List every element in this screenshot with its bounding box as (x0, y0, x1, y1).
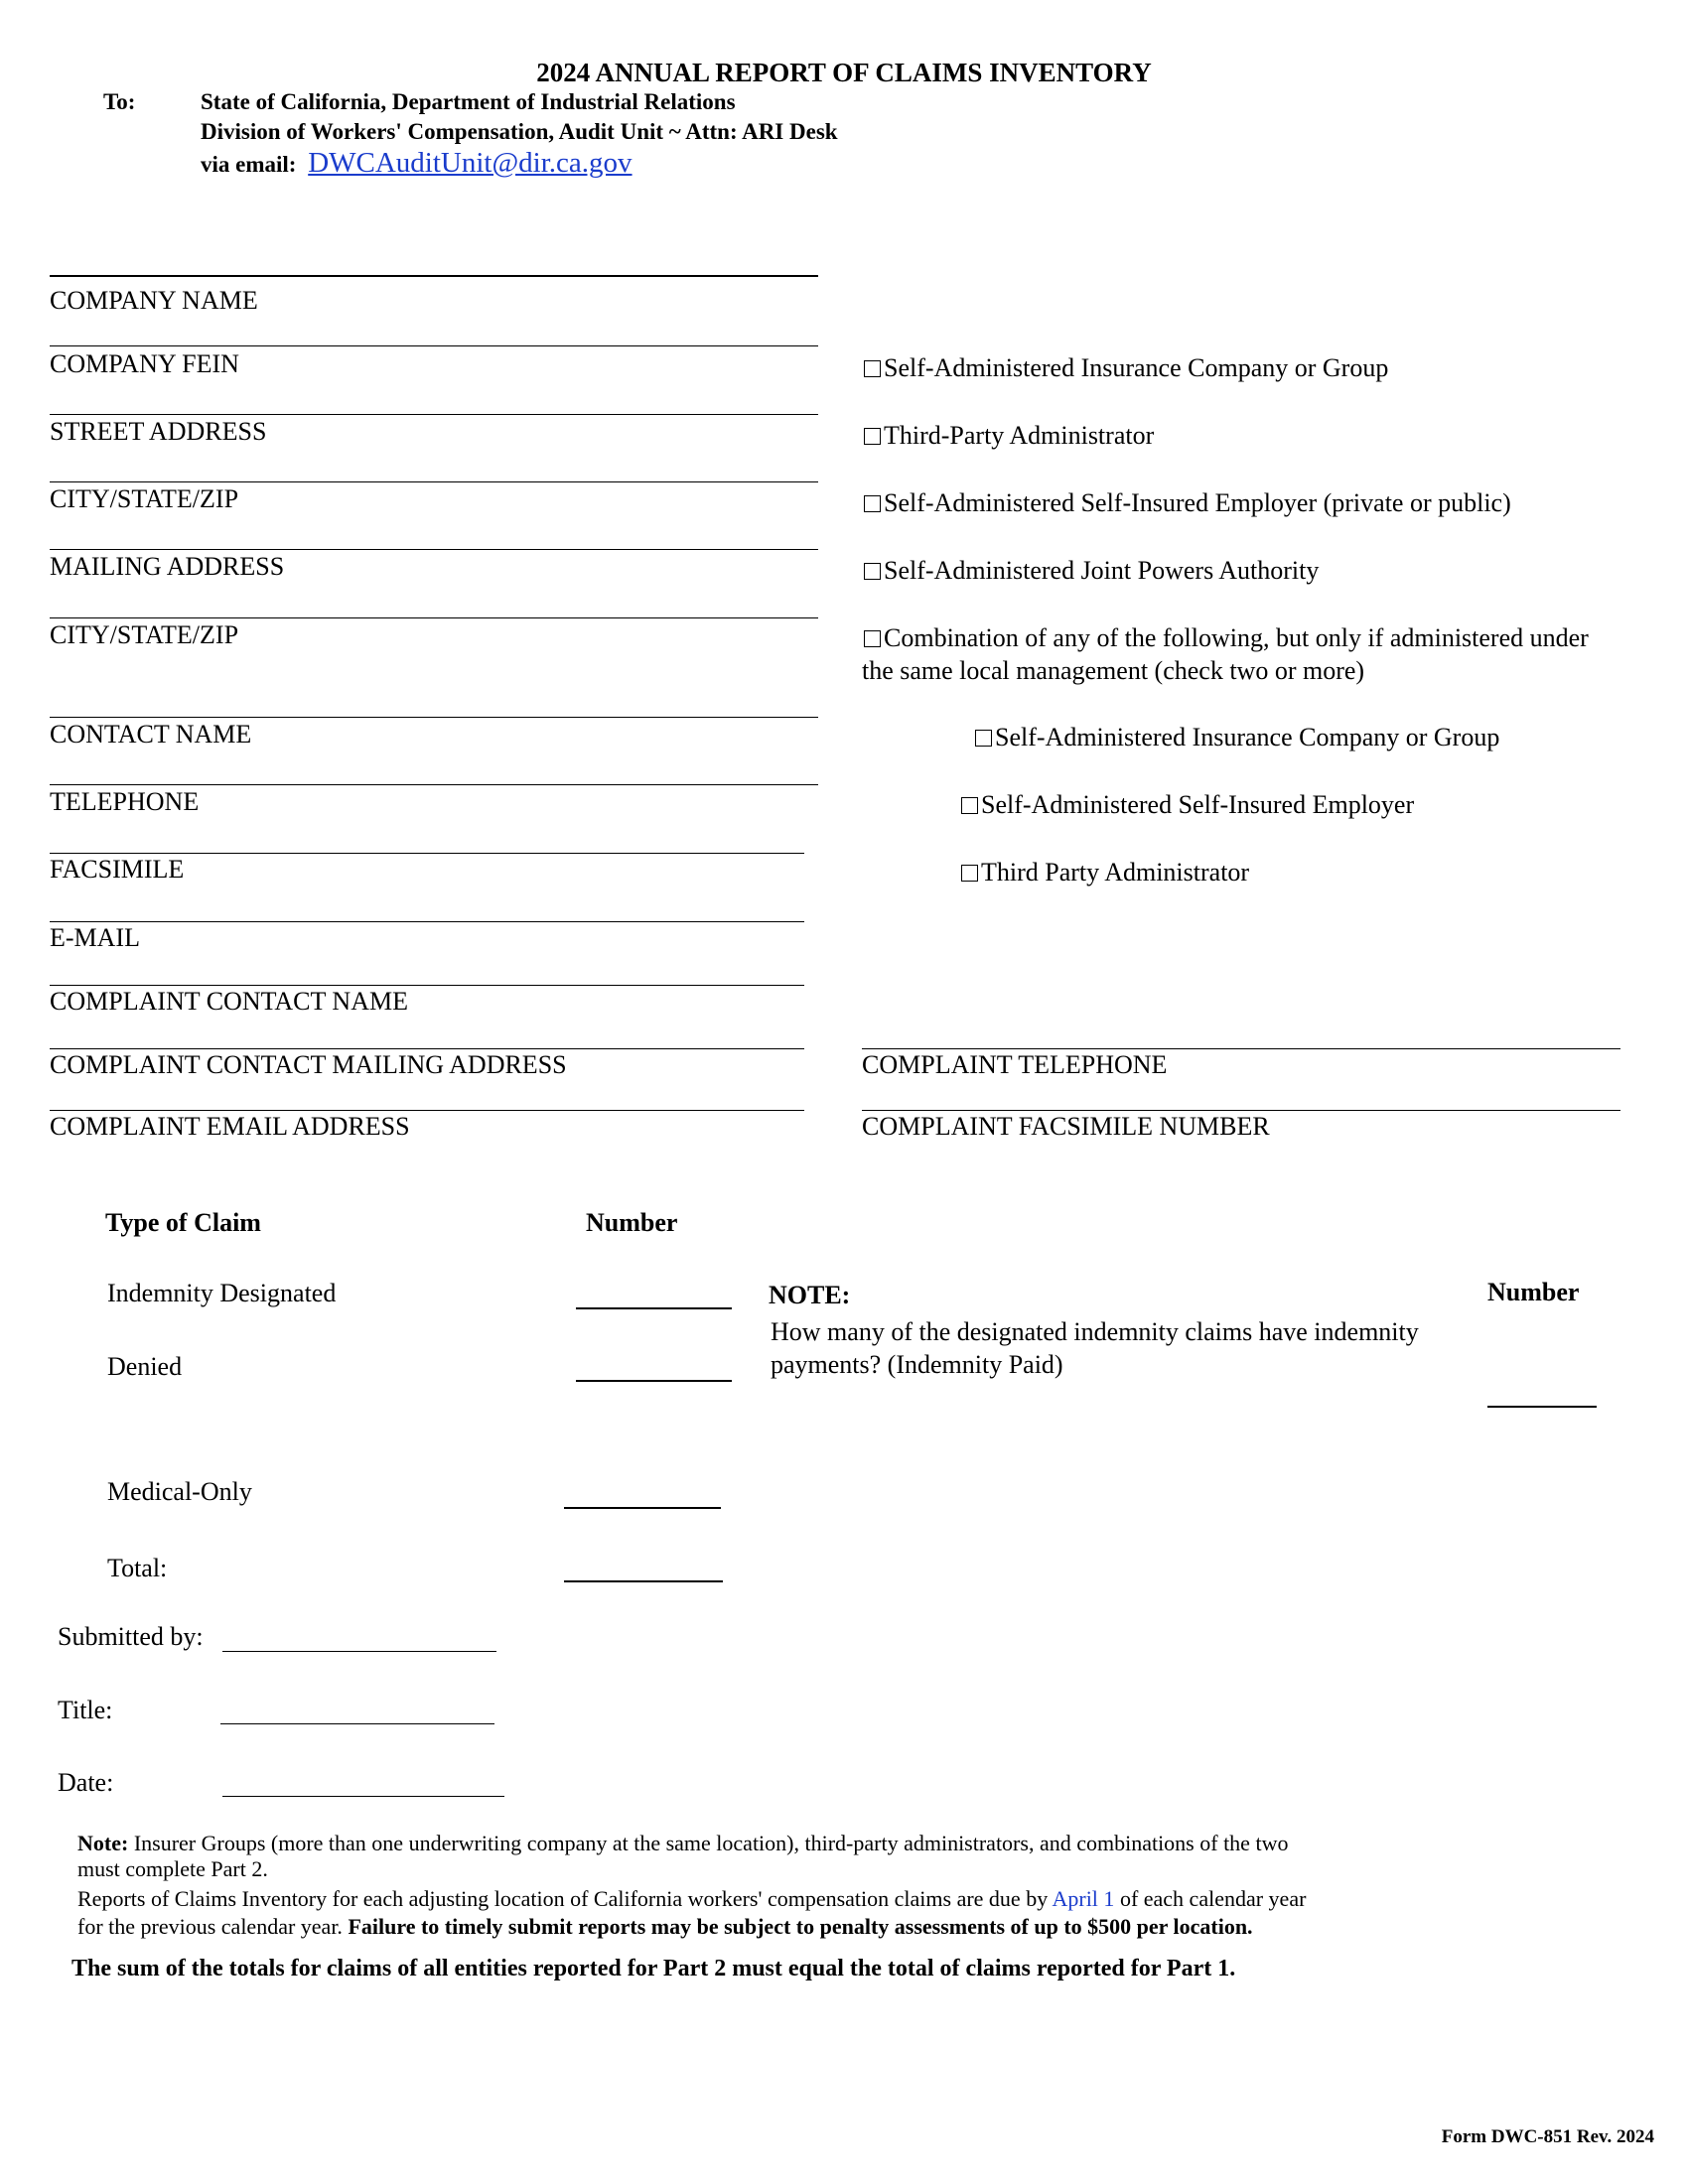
number-header: Number (586, 1208, 678, 1237)
option-self-admin-insurance[interactable]: Self-Administered Insurance Company or Group (864, 353, 1388, 383)
mailing-address-line[interactable] (50, 549, 818, 550)
title-line[interactable] (220, 1723, 494, 1724)
complaint-email-label: COMPLAINT EMAIL ADDRESS (50, 1112, 410, 1141)
footer-due-line: Reports of Claims Inventory for each adjusting location of California workers' compensation claims are due by April 1 of each calendar year (77, 1886, 1307, 1911)
complaint-email-line[interactable] (50, 1110, 804, 1111)
complaint-facsimile-label: COMPLAINT FACSIMILE NUMBER (862, 1112, 1270, 1141)
complaint-telephone-line[interactable] (862, 1048, 1620, 1049)
complaint-mailing-address-label: COMPLAINT CONTACT MAILING ADDRESS (50, 1050, 567, 1079)
checkbox-icon[interactable] (961, 865, 978, 882)
option-tpa[interactable]: Third-Party Administrator (864, 421, 1154, 451)
facsimile-label: FACSIMILE (50, 855, 185, 884)
facsimile-line[interactable] (50, 853, 804, 854)
checkbox-icon[interactable] (864, 563, 881, 580)
denied-number-line[interactable] (576, 1380, 732, 1382)
total-label: Total: (107, 1554, 168, 1582)
medical-only-label: Medical-Only (107, 1477, 252, 1506)
checkbox-icon[interactable] (864, 630, 881, 647)
audit-unit-email-link[interactable]: DWCAuditUnit@dir.ca.gov (308, 147, 633, 179)
company-fein-line[interactable] (50, 345, 818, 346)
option-jpa[interactable]: Self-Administered Joint Powers Authority (864, 556, 1319, 586)
note-number-header: Number (1487, 1278, 1580, 1306)
sub-option-insurance[interactable]: Self-Administered Insurance Company or Group (975, 723, 1499, 752)
company-name-label: COMPANY NAME (50, 286, 258, 315)
telephone-line[interactable] (50, 784, 818, 785)
company-fein-label: COMPANY FEIN (50, 349, 239, 378)
note-label: NOTE: (769, 1281, 851, 1309)
form-id: Form DWC-851 Rev. 2024 (1441, 2126, 1654, 2147)
complaint-facsimile-line[interactable] (862, 1110, 1620, 1111)
indemnity-number-line[interactable] (576, 1307, 732, 1309)
note-line-1: How many of the designated indemnity claims have indemnity (771, 1317, 1419, 1346)
submitted-by-line[interactable] (222, 1651, 496, 1652)
submitted-by-label: Submitted by: (58, 1622, 204, 1651)
type-of-claim-header: Type of Claim (105, 1208, 261, 1237)
email-label: E-MAIL (50, 923, 140, 952)
city-state-zip-label: CITY/STATE/ZIP (50, 484, 239, 513)
recipient-line-1: State of California, Department of Industrial Relations (201, 89, 736, 114)
option-combination-line-2: the same local management (check two or more) (862, 656, 1365, 685)
email-line[interactable] (50, 921, 804, 922)
telephone-label: TELEPHONE (50, 787, 200, 816)
footer-sum-statement: The sum of the totals for claims of all entities reported for Part 2 must equal the total of claims reported for Part 1. (71, 1956, 1236, 1981)
date-label: Date: (58, 1768, 114, 1797)
option-self-insured-employer[interactable]: Self-Administered Self-Insured Employer (private or public) (864, 488, 1511, 518)
total-number-line[interactable] (564, 1580, 723, 1582)
sub-option-employer[interactable]: Self-Administered Self-Insured Employer (961, 790, 1414, 820)
option-combination[interactable]: Combination of any of the following, but only if administered under (864, 623, 1589, 653)
checkbox-icon[interactable] (864, 360, 881, 377)
page-title: 2024 ANNUAL REPORT OF CLAIMS INVENTORY (536, 58, 1152, 87)
via-email-row (201, 147, 633, 180)
denied-label: Denied (107, 1352, 183, 1381)
city-state-zip-line[interactable] (50, 481, 818, 482)
footer-note-line-2: must complete Part 2. (77, 1856, 268, 1881)
sub-option-tpa[interactable]: Third Party Administrator (961, 858, 1249, 887)
mailing-city-state-zip-label: CITY/STATE/ZIP (50, 620, 239, 649)
title-label: Title: (58, 1696, 113, 1724)
footer-note-line-1: Note: Insurer Groups (more than one underwriting company at the same location), third-party administrators, and combinations of the two (77, 1831, 1289, 1855)
complaint-telephone-label: COMPLAINT TELEPHONE (862, 1050, 1168, 1079)
date-line[interactable] (222, 1796, 504, 1797)
complaint-contact-name-label: COMPLAINT CONTACT NAME (50, 987, 408, 1016)
indemnity-paid-number-line[interactable] (1487, 1406, 1597, 1408)
medical-only-number-line[interactable] (564, 1507, 721, 1509)
indemnity-label: Indemnity Designated (107, 1279, 337, 1307)
footer-penalty-line: for the previous calendar year. Failure to timely submit reports may be subject to penalty assessments of up to $500 per location. (77, 1914, 1253, 1939)
street-address-label: STREET ADDRESS (50, 417, 267, 446)
contact-name-label: CONTACT NAME (50, 720, 252, 749)
checkbox-icon[interactable] (864, 428, 881, 445)
mailing-city-state-zip-line[interactable] (50, 617, 818, 618)
complaint-contact-name-line[interactable] (50, 985, 804, 986)
recipient-line-2: Division of Workers' Compensation, Audit Unit ~ Attn: ARI Desk (201, 119, 838, 144)
mailing-address-label: MAILING ADDRESS (50, 552, 285, 581)
via-email-label: via email: (201, 152, 297, 177)
checkbox-icon[interactable] (961, 797, 978, 814)
due-date: April 1 (1052, 1886, 1115, 1911)
checkbox-icon[interactable] (975, 730, 992, 747)
contact-name-line[interactable] (50, 717, 818, 718)
checkbox-icon[interactable] (864, 495, 881, 512)
street-address-line[interactable] (50, 414, 818, 415)
note-line-2: payments? (Indemnity Paid) (771, 1350, 1063, 1379)
complaint-mailing-address-line[interactable] (50, 1048, 804, 1049)
to-label: To: (103, 89, 136, 114)
company-name-line[interactable] (50, 275, 818, 277)
